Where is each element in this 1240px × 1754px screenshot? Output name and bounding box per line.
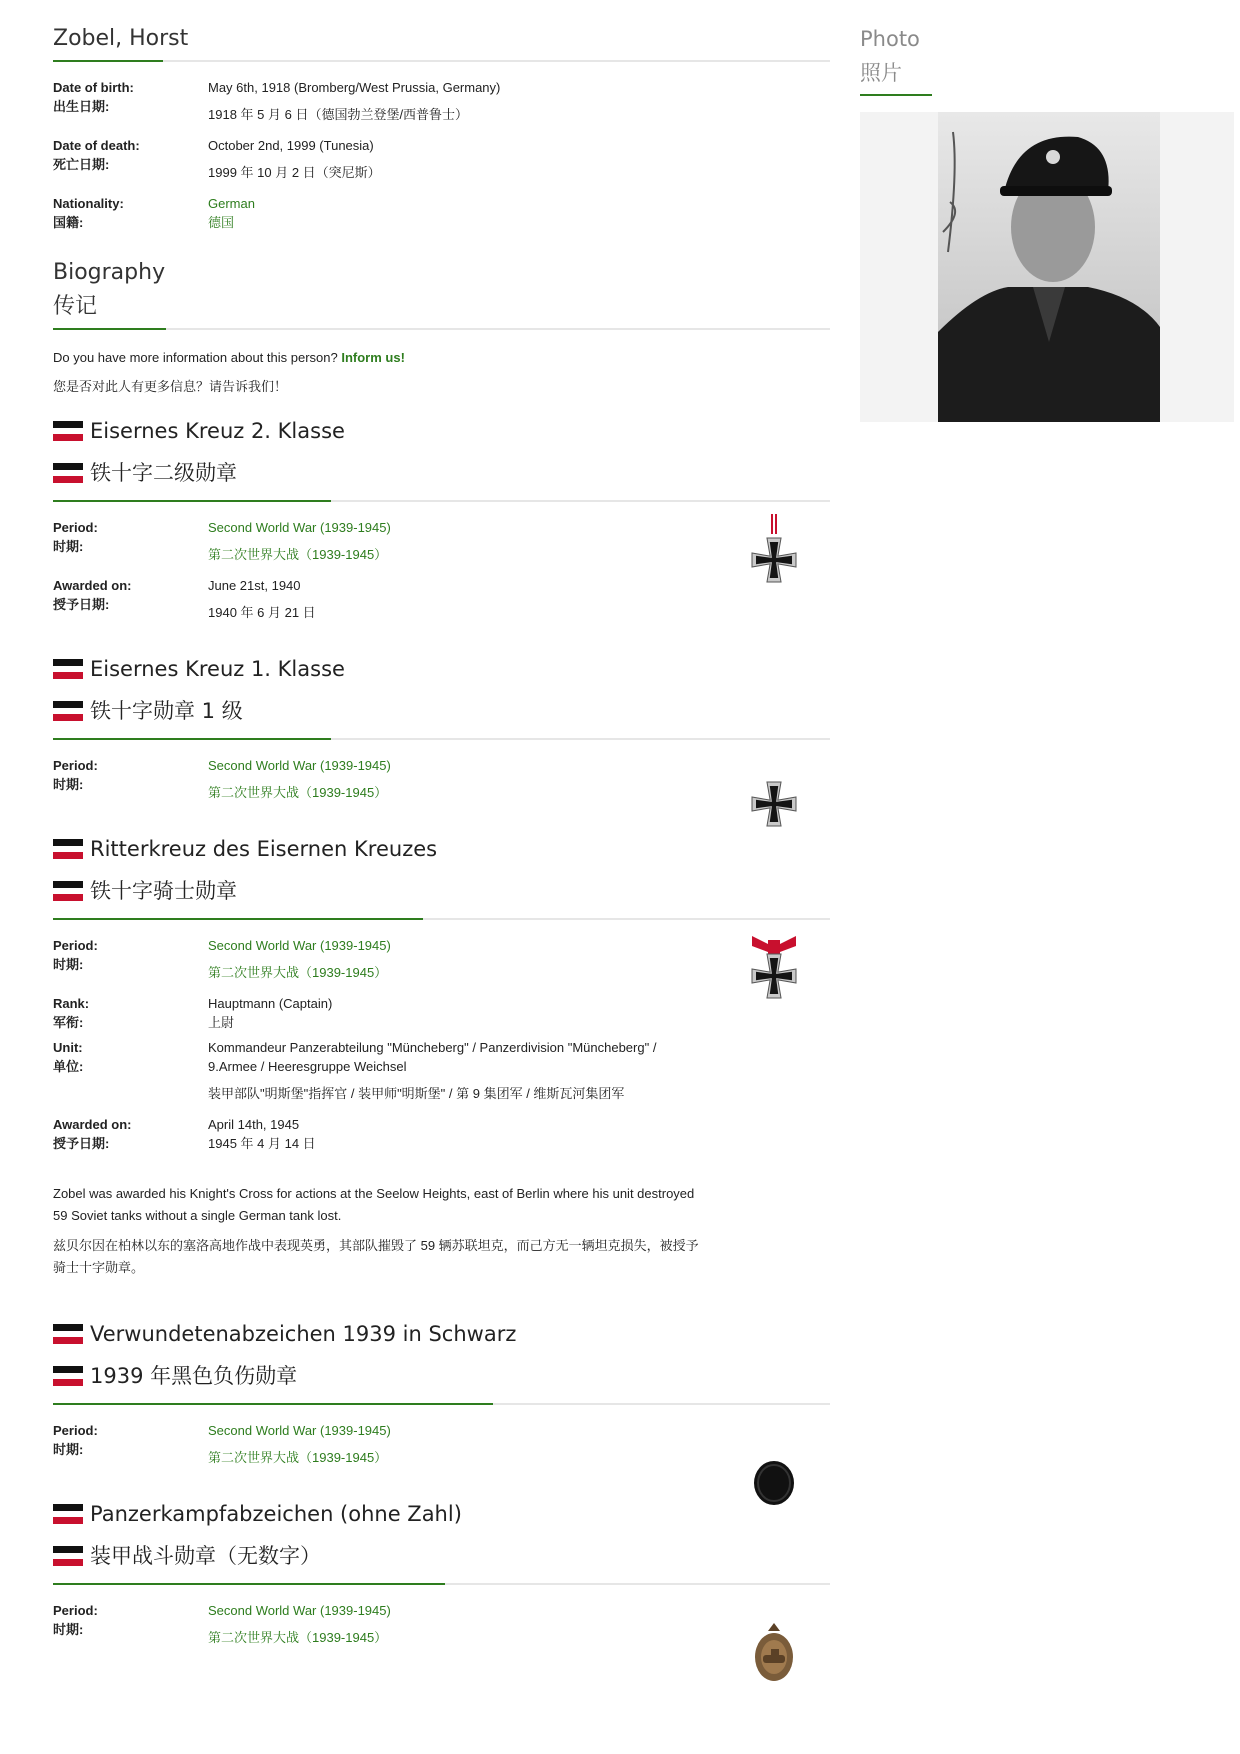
german-flag-icon	[53, 1324, 83, 1344]
award-field: Period: 时期: Second World War (1939-1945) 第二次世界大战（1939-1945）	[53, 758, 391, 800]
awards-list	[53, 416, 830, 1647]
german-flag-icon	[53, 701, 83, 721]
german-flag-icon	[53, 1504, 83, 1524]
award-title: Eisernes Kreuz 2. Klasse	[53, 416, 830, 446]
period-link[interactable]: Second World War (1939-1945)	[208, 520, 391, 535]
inform-us-link[interactable]: Inform us!	[341, 350, 405, 365]
award-field: Period: 时期: Second World War (1939-1945) 第二次世界大战（1939-1945）	[53, 1603, 391, 1645]
award-fields	[53, 1601, 830, 1647]
period-link[interactable]: Second World War (1939-1945)	[208, 758, 391, 773]
award-title-cn: 1939 年黑色负伤勋章	[53, 1361, 830, 1391]
person-fields	[53, 78, 830, 232]
award-title-cn: 铁十字骑士勋章	[53, 876, 830, 906]
photo-title-cn: 照片	[860, 61, 902, 85]
nationality-link[interactable]: German	[208, 196, 255, 211]
award-fields	[53, 756, 830, 802]
award-section	[53, 416, 830, 622]
award-description: Zobel was awarded his Knight's Cross for actions at the Seelow Heights, east of Berlin where his unit destroyed 59 Soviet tanks without a single German tank lost. 兹贝尔因在柏林以东的塞洛高地作战中表现英勇，其部队摧毁了 59 辆苏联坦克，而己方无一辆坦克损失，被授予骑士十字勋章。	[53, 1186, 699, 1275]
photo-sidebar	[860, 22, 1234, 422]
iron-cross-1st-class-icon	[746, 758, 802, 838]
award-title: Ritterkreuz des Eisernen Kreuzes	[53, 834, 830, 864]
title-rule	[53, 60, 830, 62]
period-link[interactable]: Second World War (1939-1945)	[208, 1603, 391, 1618]
award-section	[53, 834, 830, 1279]
award-title: Verwundetenabzeichen 1939 in Schwarz	[53, 1319, 830, 1349]
german-flag-icon	[53, 421, 83, 441]
award-field: Period: 时期: Second World War (1939-1945) 第二次世界大战（1939-1945）	[53, 520, 391, 562]
award-fields	[53, 518, 830, 622]
award-title: Eisernes Kreuz 1. Klasse	[53, 654, 830, 684]
award-field: Period: 时期: Second World War (1939-1945) 第二次世界大战（1939-1945）	[53, 1423, 391, 1465]
german-flag-icon	[53, 1366, 83, 1386]
award-field: Awarded on: 授予日期: June 21st, 1940 1940 年 6 月 21 日	[53, 578, 316, 620]
photo-title: Photo	[860, 27, 920, 51]
award-title: Panzerkampfabzeichen (ohne Zahl)	[53, 1499, 830, 1529]
birth-value: May 6th, 1918 (Bromberg/West Prussia, Germany)	[208, 80, 501, 95]
award-field: Rank: 军衔: Hauptmann (Captain) 上尉	[53, 996, 333, 1030]
main-content	[53, 22, 830, 1659]
award-title-cn: 装甲战斗勋章（无数字）	[53, 1541, 830, 1571]
field-birth: Date of birth: 出生日期: May 6th, 1918 (Bromberg/West Prussia, Germany) 1918 年 5 月 6 日（德国勃兰登堡/西普鲁士）	[53, 80, 501, 122]
inform-us-text: Do you have more information about this person? Inform us! 您是否对此人有更多信息？请告诉我们！	[53, 350, 405, 394]
field-nationality: Nationality: 国籍: German 德国	[53, 196, 255, 230]
award-fields	[53, 936, 830, 1153]
german-flag-icon	[53, 839, 83, 859]
panzer-assault-badge-icon	[746, 1609, 802, 1689]
portrait-photo	[860, 112, 1234, 422]
award-fields	[53, 1421, 830, 1467]
award-field: Awarded on: 授予日期: April 14th, 1945 1945 年 4 月 14 日	[53, 1117, 316, 1151]
period-link[interactable]: Second World War (1939-1945)	[208, 938, 391, 953]
death-value: October 2nd, 1999 (Tunesia)	[208, 138, 374, 153]
period-link[interactable]: Second World War (1939-1945)	[208, 1423, 391, 1438]
field-death: Date of death: 死亡日期: October 2nd, 1999 (Tunesia) 1999 年 10 月 2 日（突尼斯）	[53, 138, 381, 180]
knights-cross-icon	[746, 930, 802, 1010]
german-flag-icon	[53, 659, 83, 679]
award-field: Unit: 单位: Kommandeur Panzerabteilung "Müncheberg" / Panzerdivision "Müncheberg" / 9.Armee / Heeresgruppe Weichsel 装甲部队"明斯堡"指挥官 / 装甲师"明斯堡" / 第 9 集团军 / 维斯瓦河集团军	[53, 1040, 657, 1101]
biography-title: Biography	[53, 260, 166, 285]
iron-cross-2nd-class-icon	[746, 512, 802, 592]
award-title-cn: 铁十字勋章 1 级	[53, 696, 830, 726]
award-section	[53, 654, 830, 802]
award-section	[53, 1319, 830, 1467]
portrait-icon	[938, 112, 1160, 422]
award-section	[53, 1499, 830, 1647]
award-field: Period: 时期: Second World War (1939-1945) 第二次世界大战（1939-1945）	[53, 938, 391, 980]
german-flag-icon	[53, 1546, 83, 1566]
person-name: Zobel, Horst	[53, 26, 189, 51]
biography-title-cn: 传记	[53, 294, 98, 319]
biography-section	[53, 256, 830, 396]
german-flag-icon	[53, 881, 83, 901]
german-flag-icon	[53, 463, 83, 483]
award-title-cn: 铁十字二级勋章	[53, 458, 830, 488]
